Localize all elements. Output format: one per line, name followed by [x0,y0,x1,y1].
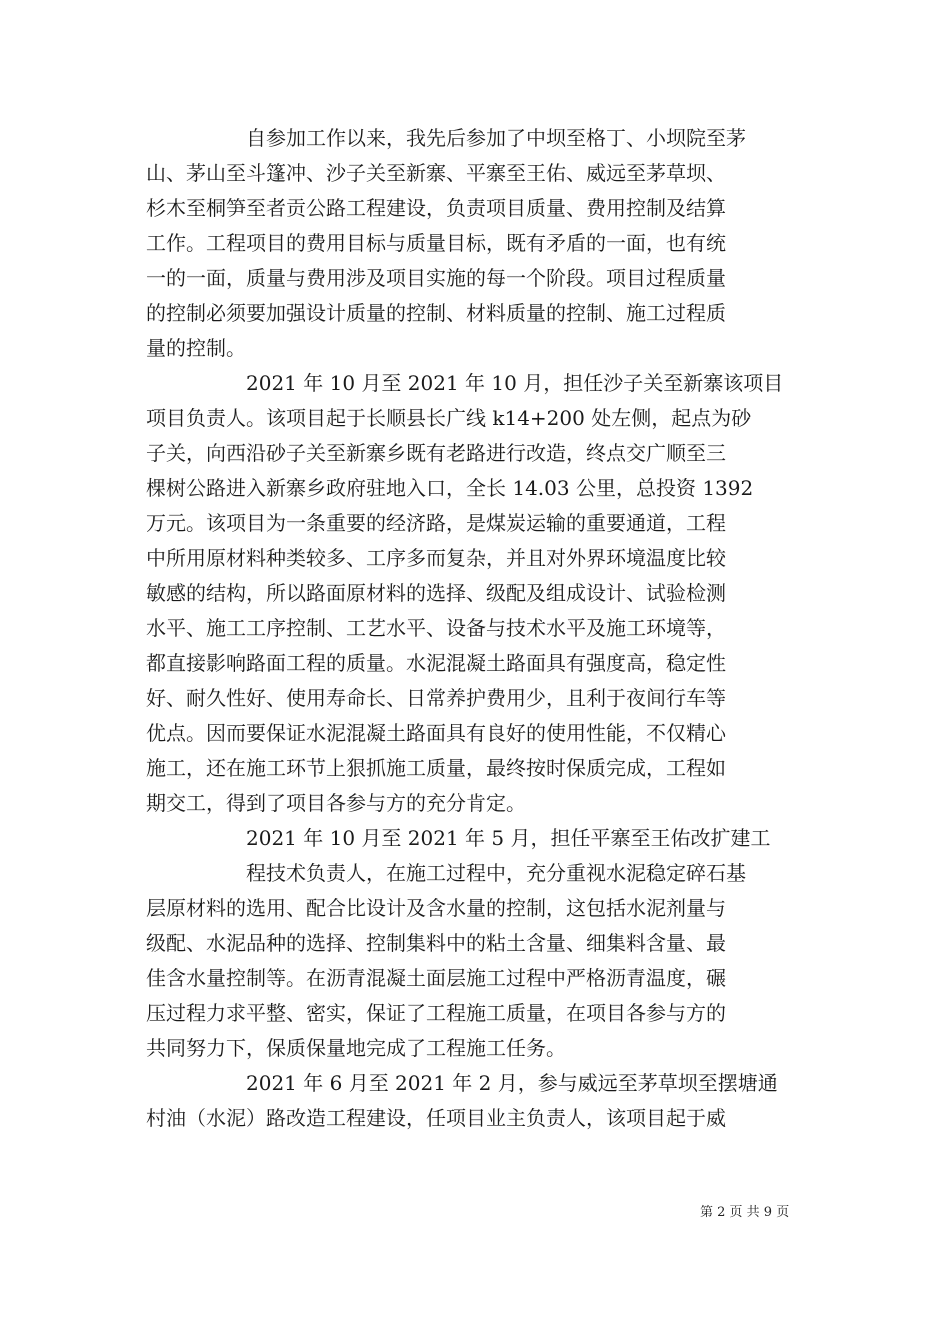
text-line: 层原材料的选用、配合比设计及含水量的控制，这包括水泥剂量与 [146,896,726,920]
text-line: 万元。该项目为一条重要的经济路，是煤炭运输的重要通道，工程 [146,511,726,535]
text-line: 好、耐久性好、使用寿命长、日常养护费用少，且利于夜间行车等 [146,686,726,710]
text-line: 施工，还在施工环节上狠抓施工质量，最终按时保质完成，工程如 [146,756,726,780]
text-line: 子关，向西沿砂子关至新寨乡既有老路进行改造，终点交广顺至三 [146,441,726,465]
text-line: 量的控制。 [146,336,246,360]
text-line: 村油（水泥）路改造工程建设，任项目业主负责人，该项目起于威 [146,1106,726,1130]
text-line: 压过程力求平整、密实，保证了工程施工质量，在项目各参与方的 [146,1001,726,1025]
text-line: 佳含水量控制等。在沥青混凝土面层施工过程中严格沥青温度，碾 [146,966,726,990]
text-line: 工作。工程项目的费用目标与质量目标，既有矛盾的一面，也有统 [146,231,726,255]
text-line: 都直接影响路面工程的质量。水泥混凝土路面具有强度高，稳定性 [146,651,726,675]
text-line: 级配、水泥品种的选择、控制集料中的粘土含量、细集料含量、最 [146,931,726,955]
text-line: 棵树公路进入新寨乡政府驻地入口，全长 14.03 公里，总投资 1392 [146,476,754,500]
text-line: 中所用原材料种类较多、工序多而复杂，并且对外界环境温度比较 [146,546,726,570]
text-line: 项目负责人。该项目起于长顺县长广线 k14+200 处左侧，起点为砂 [146,406,752,430]
page-number-footer: 第 2 页 共 9 页 [700,1205,790,1220]
text-line: 自参加工作以来，我先后参加了中坝至格丁、小坝院至茅 [246,126,746,150]
text-line: 2021 年 10 月至 2021 年 10 月，担任沙子关至新寨该项目 [246,371,784,395]
text-line: 共同努力下，保质保量地完成了工程施工任务。 [146,1036,566,1060]
text-line: 一的一面，质量与费用涉及项目实施的每一个阶段。项目过程质量 [146,266,726,290]
text-line: 优点。因而要保证水泥混凝土路面具有良好的使用性能，不仅精心 [146,721,726,745]
text-line: 山、茅山至斗篷冲、沙子关至新寨、平寨至王佑、威远至茅草坝、 [146,161,726,185]
text-line: 2021 年 6 月至 2021 年 2 月，参与威远至茅草坝至摆塘通 [246,1071,778,1095]
text-line: 水平、施工工序控制、工艺水平、设备与技术水平及施工环境等， [146,616,726,640]
text-line: 敏感的结构，所以路面原材料的选择、级配及组成设计、试验检测 [146,581,726,605]
text-line: 程技术负责人，在施工过程中，充分重视水泥稳定碎石基 [246,861,746,885]
text-line: 期交工，得到了项目各参与方的充分肯定。 [146,791,526,815]
text-line: 杉木至桐笋至者贡公路工程建设，负责项目质量、费用控制及结算 [146,196,726,220]
text-line: 2021 年 10 月至 2021 年 5 月，担任平寨至王佑改扩建工 [246,826,771,850]
text-line: 的控制必须要加强设计质量的控制、材料质量的控制、施工过程质 [146,301,726,325]
